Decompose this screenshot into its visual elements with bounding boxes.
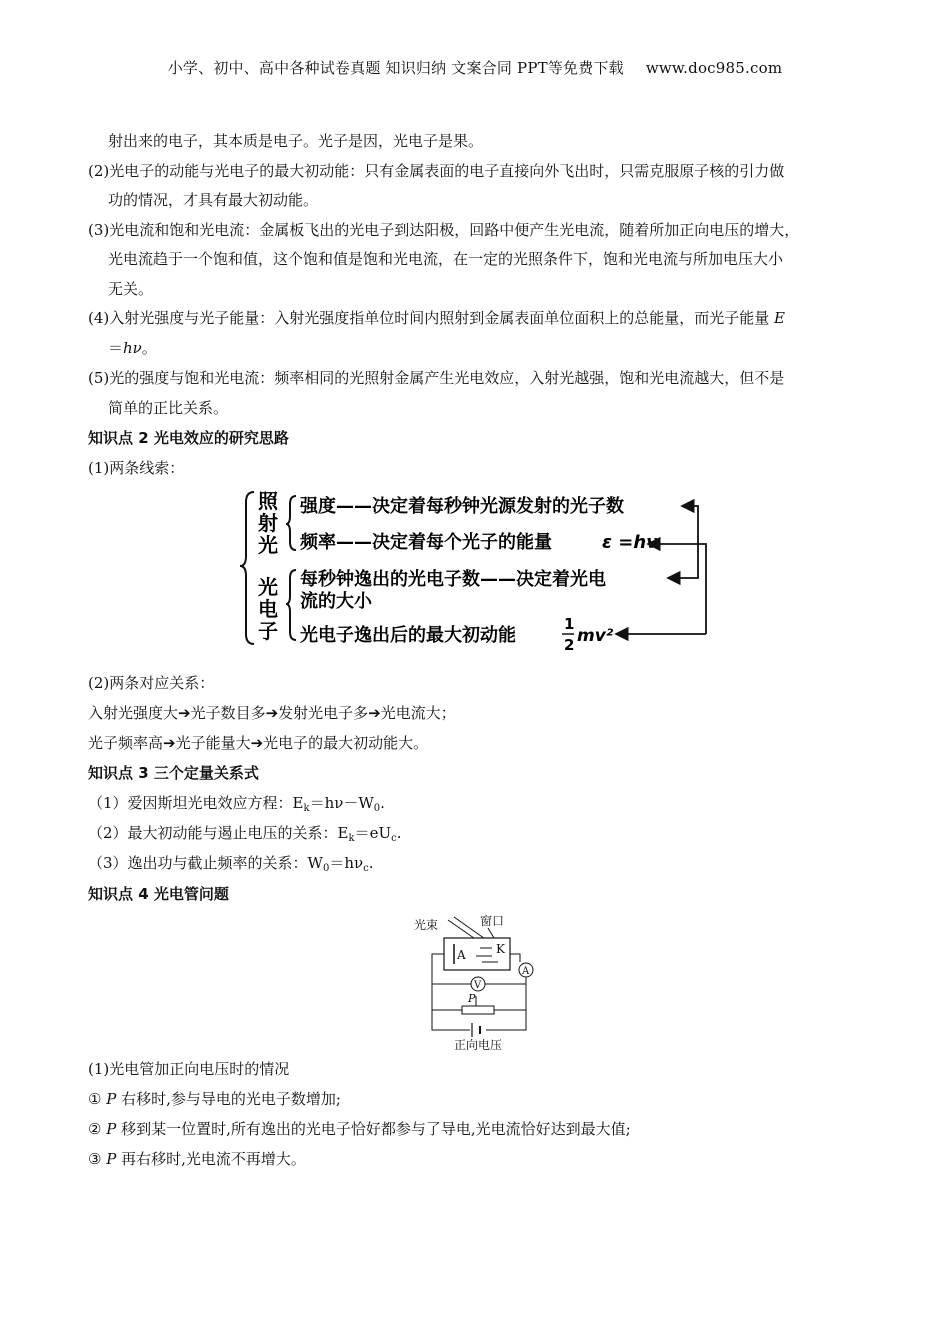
row-photoelectron-count-2: 流的大小 xyxy=(300,591,372,612)
group2-label-1: 光 xyxy=(258,575,278,599)
case-3-marker: ③ xyxy=(88,1150,107,1168)
formula-2-end: . xyxy=(396,824,402,842)
row-photoelectron-count-1: 每秒钟逸出的光电子数——决定着光电 xyxy=(300,569,606,590)
item-3-line-2: 光电流趋于一个饱和值，这个饱和值是饱和光电流，在一定的光照条件下，饱和光电流与所加电压大小 xyxy=(108,250,784,268)
kp3-title: 知识点 3 三个定量关系式 xyxy=(88,764,259,782)
rheostat xyxy=(462,1006,494,1014)
formula-energy: ε =hν xyxy=(602,532,659,553)
case-2 xyxy=(88,1119,631,1139)
formula-3-end: . xyxy=(368,854,374,872)
formula-2-prefix: （2）最大初动能与遏止电压的关系：E xyxy=(88,824,349,842)
header-text: 小学、初中、高中各种试卷真题 知识归纳 文案合同 PPT等免费下载 xyxy=(167,59,624,77)
formula-1-sub2: 0 xyxy=(373,803,381,814)
period: 。 xyxy=(141,339,157,357)
light-beam-label: 光束 xyxy=(414,918,439,932)
row-frequency: 频率——决定着每个光子的能量 xyxy=(300,532,552,553)
formula-mv2: mv² xyxy=(577,626,614,646)
formula-1-sub: k xyxy=(303,803,310,814)
research-diagram xyxy=(236,486,716,652)
case-2-symbol: P xyxy=(106,1120,117,1138)
anode-label: A xyxy=(457,948,466,962)
case-1-marker: ① xyxy=(88,1090,107,1108)
case-2-text: 移到某一位置时,所有逸出的光电子恰好都参与了导电,光电流恰好达到最大值; xyxy=(116,1120,631,1138)
forward-voltage-caption: 正向电压 xyxy=(454,1038,503,1052)
item-2-line-2: 功的情况，才具有最大初动能。 xyxy=(108,191,319,209)
group2-label-3: 子 xyxy=(258,619,278,643)
formula-3-prefix: （3）逸出功与截止频率的关系：W xyxy=(88,854,323,872)
row-intensity: 强度——决定着每秒钟光源发射的光子数 xyxy=(300,496,624,517)
case-2-marker: ② xyxy=(88,1120,107,1138)
research-diagram-svg xyxy=(236,486,716,652)
formula-line-1 xyxy=(88,793,385,813)
case-1 xyxy=(88,1089,341,1109)
kp2-title: 知识点 2 光电效应的研究思路 xyxy=(88,429,289,447)
page-header xyxy=(0,57,950,78)
header-url[interactable]: www.doc985.com xyxy=(645,59,783,77)
slider-label: P xyxy=(468,992,476,1005)
item-3-line-3: 无关。 xyxy=(108,280,154,298)
case-3-text: 再右移时,光电流不再增大。 xyxy=(116,1150,306,1168)
ammeter-label: A xyxy=(522,966,530,977)
group1-label-2: 射 xyxy=(258,511,278,535)
item-5-line-1: (5)光的强度与饱和光电流：频率相同的光照射金属产生光电效应，入射光越强，饱和光电流越大，但不是 xyxy=(88,369,785,387)
formula-1-prefix: （1）爱因斯坦光电效应方程：E xyxy=(88,794,304,812)
group1-label-1: 照 xyxy=(258,489,278,513)
formula-2-mid: ＝eU xyxy=(354,824,392,842)
kp4-title: 知识点 4 光电管问题 xyxy=(88,885,229,903)
kp4-sub-1: (1)光电管加正向电压时的情况 xyxy=(88,1060,290,1078)
relation-1: 入射光强度大➔光子数目多➔发射光电子多➔光电流大； xyxy=(88,704,456,722)
item-4-line-2 xyxy=(108,338,157,358)
wire-right-top xyxy=(510,954,520,962)
phototube-circuit xyxy=(410,912,545,1052)
case-1-symbol: P xyxy=(106,1090,117,1108)
text-line: 射出来的电子，其本质是电子。光子是因，光电子是果。 xyxy=(108,132,484,150)
case-3-symbol: P xyxy=(106,1150,117,1168)
kp2-sub-1: (1)两条线索： xyxy=(88,459,185,477)
inner-brace-2 xyxy=(286,570,296,640)
row-max-kinetic-energy: 光电子逸出后的最大初动能 xyxy=(300,625,516,646)
outer-brace xyxy=(240,492,254,644)
formula-3-mid: ＝hν xyxy=(329,854,364,872)
item-5-line-2: 简单的正比关系。 xyxy=(108,399,229,417)
wire-right xyxy=(486,977,526,1030)
case-1-text: 右移时,参与导电的光电子数增加; xyxy=(116,1090,341,1108)
formula-2-sub2: c xyxy=(391,833,397,844)
cathode-label: K xyxy=(496,942,505,956)
formula-line-3 xyxy=(88,853,374,873)
item-4-symbol-E: E xyxy=(774,309,785,327)
formula-1-end: . xyxy=(380,794,385,812)
relation-2: 光子频率高➔光子能量大➔光电子的最大初动能大。 xyxy=(88,734,429,752)
formula-hv: hν xyxy=(123,339,142,357)
window-label: 窗口 xyxy=(480,914,505,928)
fraction-denominator: 2 xyxy=(564,636,575,652)
item-3-line-1: (3)光电流和饱和光电流：金属板飞出的光电子到达阳极，回路中便产生光电流，随着所加正向电压的增大， xyxy=(88,221,800,239)
formula-3-sub: 0 xyxy=(322,863,330,874)
equals-sign: ＝ xyxy=(108,339,124,357)
formula-1-mid: ＝hν－W xyxy=(309,794,374,812)
item-4-line-1 xyxy=(88,308,785,328)
voltmeter-label: V xyxy=(474,980,482,991)
group2-label-2: 电 xyxy=(258,597,278,621)
case-3 xyxy=(88,1149,306,1169)
item-2-line-1: (2)光电子的动能与光电子的最大初动能：只有金属表面的电子直接向外飞出时，只需克服原子核的引力做 xyxy=(88,162,785,180)
item-4-text: (4)入射光强度与光子能量：入射光强度指单位时间内照射到金属表面单位面积上的总能量，而光子能量 xyxy=(88,309,770,327)
kp2-sub-2: (2)两条对应关系： xyxy=(88,674,215,692)
group1-label-3: 光 xyxy=(258,533,278,557)
formula-2-sub: k xyxy=(348,833,355,844)
fraction-numerator: 1 xyxy=(564,615,575,633)
phototube-circuit-svg xyxy=(410,912,545,1052)
formula-line-2 xyxy=(88,823,401,843)
window-pointer xyxy=(488,928,494,938)
formula-3-sub2: c xyxy=(363,863,369,874)
arrow-intensity-to-count xyxy=(668,506,698,578)
inner-brace-1 xyxy=(286,496,296,550)
